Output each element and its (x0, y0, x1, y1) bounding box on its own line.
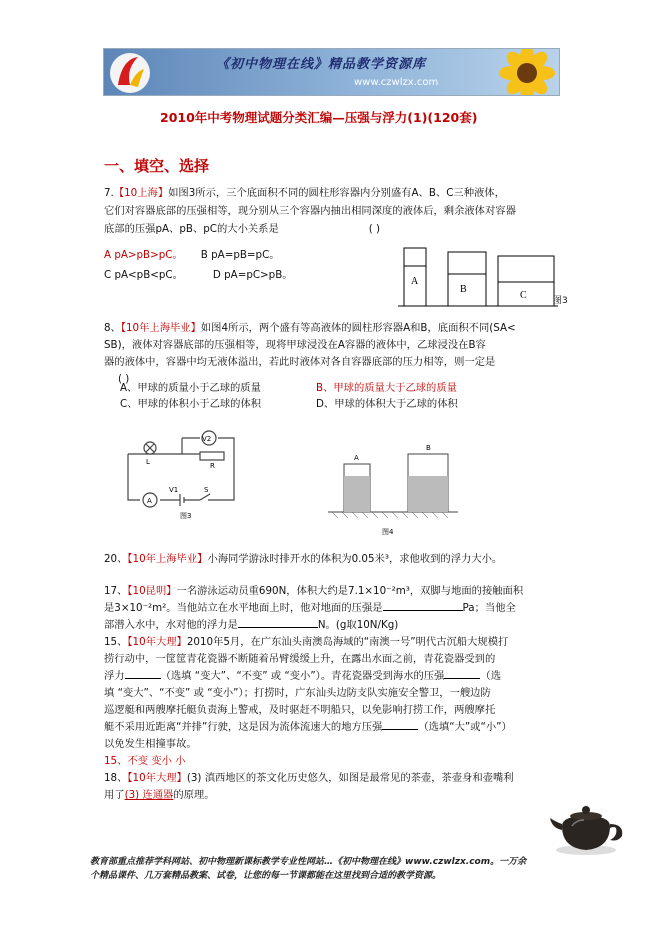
container-a-label: A (411, 276, 419, 287)
sunflower-icon (487, 49, 557, 96)
lamp-label: L (146, 458, 150, 466)
q17-line1: 17、【10昆明】一名游泳运动员重690N，体积大约是7.1×10⁻²m³，双脚与地面的接触面积 (104, 585, 524, 597)
circuit-caption: 图3 (180, 512, 192, 520)
footer-line1: 教育部重点推荐学科网站、初中物理新课标教学专业性网站…《初中物理在线》www.czwlzx.com。一万余 (90, 857, 527, 867)
q8-line3: 器的液体中，容器中均无液体溢出，若此时液体对各自容器底部的压力相等，则一定是 (104, 356, 496, 368)
q17-line3: 部潜入水中，水对他的浮力是 N。(g取10N/Kg) (104, 619, 399, 631)
figure-3-containers (398, 238, 563, 308)
q7-options-ab: A pA>pB>pC。 B pA=pB=pC。 (104, 249, 280, 261)
q20-line: 20、【10年上海毕业】小海同学游泳时排开水的体积为0.05米³，求他收到的浮力大小。 (104, 553, 503, 565)
logo-icon (108, 51, 152, 95)
q8-line1: 8、【10年上海毕业】如图4所示，两个盛有等高液体的圆柱形容器A和B，底面积不同(SA< (104, 322, 516, 334)
header-banner (103, 48, 560, 96)
q7-line2: 它们对容器底部的压强相等，现分别从三个容器内抽出相同深度的液体后，剩余液体对容器 (104, 205, 516, 217)
q17-line2: 是3×10⁻²m²。当他站立在水平地面上时，他对地面的压强是 Pa；当他全 (104, 602, 516, 614)
q7-line3: 底部的压强pA、pB、pC的大小关系是 ( ) (104, 223, 381, 235)
q8-option-c: C、甲球的体积小于乙球的体积 (120, 398, 262, 410)
ammeter-label: A (147, 497, 152, 505)
footer-line2: 个精品课件、几万套精品教案、试卷，让您的每一节课都能在这里找到合适的教学资源。 (90, 871, 442, 881)
q8-line2: SB)，液体对容器底部的压强相等，现将甲球浸没在A容器的液体中，乙球浸没在B容 (104, 339, 486, 351)
q15-line1: 15、【10年大理】2010年5月，在广东汕头南澳岛海域的“南澳一号”明代古沉船大规模打 (104, 636, 509, 648)
banner-title: 《初中物理在线》精品教学资源库 (216, 57, 427, 72)
cont-b-label: B (426, 444, 431, 452)
figure-circuit-diagram (120, 420, 260, 520)
q18-line1: 18、【10年大理】(3) 滇西地区的茶文化历史悠久，如图是最常见的茶壶，茶壶身和壶嘴利 (104, 772, 514, 784)
q15-line5: 巡逻艇和两艘摩托艇负责海上警戒，及时驱赶不明船只，以免影响打捞工作，两艘摩托 (104, 704, 496, 716)
container-b-label: B (460, 284, 467, 295)
page-title: 2010年中考物理试题分类汇编—压强与浮力(1)(120套) (160, 110, 478, 125)
q7-line1: 7.【10上海】如图3所示，三个底面积不同的圆柱形容器内分别盛有A、B、C三种液体， (104, 187, 505, 199)
resistor-label: R (210, 462, 215, 470)
q15-line7: 以免发生相撞事故。 (104, 738, 197, 750)
q15-line4: 填 “变大”、“不变” 或 “变小”）；打捞时，广东汕头边防支队实施安全警卫，一艘边防 (104, 687, 491, 699)
switch-label: S (204, 486, 209, 494)
container-c-label: C (520, 290, 527, 301)
q8-blank: ( ) (118, 373, 130, 385)
q15-line3: 浮力 （选填 “变大”、“不变” 或 “变小”）。青花瓷器受到海水的压强 （选 (104, 670, 501, 682)
section-heading: 一、填空、选择 (104, 157, 210, 175)
q15-line2: 捞行动中，一筐筐青花瓷器不断随着吊臂缓缓上升，在露出水面之前，青花瓷器受到的 (104, 653, 496, 665)
v2-label: V2 (202, 435, 212, 443)
q8-option-b: B、甲球的质量大于乙球的质量 (316, 382, 457, 394)
fig4-caption: 图4 (382, 528, 394, 536)
figure-4-containers (322, 440, 462, 540)
fig3-caption: 图3 (553, 296, 568, 306)
q15-answer: 15、不变 变小 小 (104, 755, 186, 767)
footer (90, 855, 526, 883)
q15-line6: 艇不采用近距离“并排”行驶，这是因为流体流速大的地方压强 （选填“大”或“小”） (104, 721, 512, 733)
v1-label: V1 (169, 486, 179, 494)
cont-a-label: A (354, 454, 359, 462)
banner-url[interactable]: www.czwlzx.com (354, 77, 439, 88)
q7-options-cd: C pA<pB<pC。 D pA=pC>pB。 (104, 269, 293, 281)
q8-option-d: D、甲球的体积大于乙球的体积 (316, 398, 458, 410)
q8-option-a: A、甲球的质量小于乙球的质量 (120, 382, 261, 394)
teapot-icon (548, 796, 628, 858)
q18-line2: 用了(3) 连通器的原理。 (104, 789, 215, 801)
